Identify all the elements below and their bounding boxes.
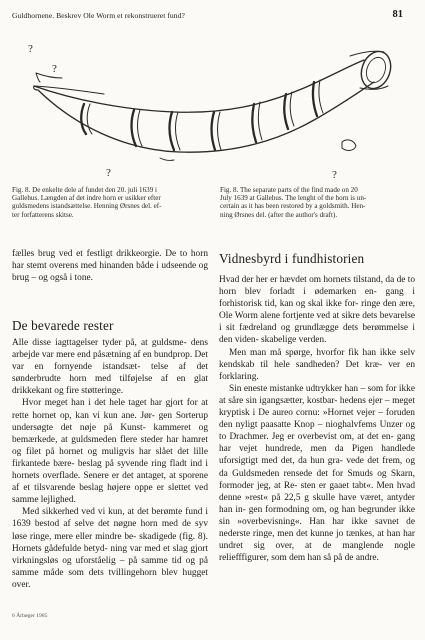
text-line: andre. [355,553,379,564]
text-line: af et tilsvarende beslag højere oppe er slettet [12,483,191,494]
running-title: Guldhornene. Beskrev Ole Worm et rekonstrueret fund? [12,11,185,20]
text-line: ning var med et slag gjort virkningsløs og [12,543,208,566]
text-line: ver en forklaring. [219,359,415,382]
text-line: Sin eneste mistanke udtrykker han – som [229,383,384,394]
text-line: overflade. Senere er det antaget, at sporene [42,471,208,482]
text-line: dens arbejde var mere end påsætning af en [12,338,208,361]
text-line: med de syv løse ringe, mere eller mindre be- [12,519,209,542]
paragraph [219,347,415,383]
figure-caption-english [220,186,416,219]
text-line: selv kendskab til hele sandheden? Det kræ- [219,347,415,370]
caption-line: July 1639 at Gallehus. The lenght of the horn is un- [220,194,367,203]
text-line: flere steder har hamret og filet på hornet og [12,434,208,457]
text-line: nogle reliefffigurer, som dem han så på de [219,541,415,564]
text-line: hedens ejer – meget kryptisk i De aureo [219,395,415,419]
horn-figure [14,30,411,183]
text-line: gang i forhistorisk tid, kan og skal ikke for- [219,287,415,310]
text-line: da de to horn blev forladt i ødemarken en- [219,275,415,298]
caption-line: Fig. 8. De enkelte dele af fundet den 20. juli 1639 i [12,186,157,194]
text-line: Alle disse iagttagelser tyder på, at guldsme- [12,338,187,348]
text-line: kammeret og bemærkede, at guldsmeden [12,422,208,445]
text-line: ved samme lejlighed. [12,483,208,506]
text-line: paasatte Knop – nioghalvfems Unzer og to [219,420,415,443]
left-column [12,248,208,284]
text-line: Med sikkerhed ved vi kun, at det berømte [22,507,183,518]
paragraph [219,383,415,564]
text-line: gen formodning om, og han begrunder ikke [248,504,415,515]
text-line: Hvad der her er hævdet om hornets tilstand, [219,275,384,285]
text-line: det for Smuds og Skarn, formoder jeg, at Re- [219,468,415,491]
section-heading-preserved-remains: De bevarede rester [12,318,114,333]
text-line: ringe den ære, Ole Worm alene fortjente ved [219,299,415,322]
text-line: Drachmer. Jeg er overbevist om, at det en- [229,432,394,443]
page-footer: 6 Årbøger 1985 [12,613,48,619]
text-line: telse af det sønderbrudte horn med tilføjelse [12,362,209,385]
text-line: at sikre dets bevarelse i sit fædreland og [219,311,415,334]
text-line: muligvis har slået det lille firkantede bære- [12,446,208,469]
paragraph [12,337,208,397]
text-line: for ikke at såre sin igangsætter, kostbar- [219,383,415,406]
text-line: i udseende og brug – og også i tone. [12,261,208,284]
text-line: på 22,5 g skulle have været, antyder han in- [219,492,415,515]
text-line: gen Sorterup undersøgte det nøje på Kunst- [12,410,208,433]
text-line: grundlægge dets berømmelse i den viden- [219,323,415,346]
caption-line: ter forfatterens skitse. [12,210,74,219]
text-line: bundprop. Det var en fornyende istandsæt- [12,350,209,373]
section-heading-evidence: Vidnesbyrd i fundhistorien [219,251,365,266]
intro-paragraph [12,248,208,284]
left-column-body [12,337,208,591]
paragraph [219,274,415,347]
figure-caption-danish [12,186,208,219]
text-line: sten er gaaet tabt«. Men hvad denne »rest« [219,480,415,503]
text-line: han har undret sig over, at de manglende [219,528,415,552]
text-line: fund i 1639 bestod af selve det nøgne horn [12,507,208,530]
figure-query-mark-2: ? [52,63,57,75]
caption-line: guldsmedens istandsættelse. Henning Ørsnes del. ef- [12,202,162,211]
text-line: vede det frem, og da Guldsmeden rensede [219,456,416,479]
caption-line: Gallehus. Længden af det indre horn er usikker efter [12,194,161,203]
text-line: skabelige verden. [261,335,327,346]
text-line: skadigede (fig. 8). Hornets gådefulde betyd- [12,531,209,554]
text-line: cornu: »Hornet vejer – foruden den nyligt [219,408,415,431]
caption-line: ning Ørsnes del. (after the author's draft). [220,210,338,219]
paragraph [12,397,208,506]
text-line: horn har stemt overens med hinanden både [12,249,208,272]
text-line: for at rette hornet op, kan vi kun ane. Jør- [12,398,208,421]
text-line: beslag på syvende ring fladt ind i hornets [12,458,208,482]
text-line: fælles brug ved et festligt drikkeorgie. De to [12,249,188,259]
text-line: uforståelig – på samme tid og på samme [12,555,208,578]
text-line: gang har vejet hundrede, men da Pigen [219,432,415,455]
text-line: Hvor meget han i det hele taget har gjort [22,398,184,409]
text-line: måde som dets tvillingehorn blev hugget [43,567,208,578]
figure-query-mark-1: ? [28,43,33,55]
paragraph [12,506,208,591]
page-number: 81 [392,9,403,20]
text-line: over. [12,579,31,590]
figure-query-mark-3: ? [106,167,111,179]
caption-line: Fig. 8. The separate parts of the find made on 20 [220,186,358,194]
text-line: handlede uforsigtigt med det, da hun gra- [219,444,415,467]
right-column-body [219,274,415,564]
text-line: sin »overbevisning«. Han har ikke savnet de [219,516,415,527]
text-line: af en glat drikkekant og fire støtteringe. [12,374,209,397]
text-line: nederste ringe, men det kunne jo tænkes, at [219,528,384,539]
text-line: Men man må spørge, hvorfor fik han ikke [229,347,397,358]
figure-query-mark-4: ? [332,169,337,181]
caption-line: certain as it has been restored by a goldsmith. Hen- [220,202,366,211]
